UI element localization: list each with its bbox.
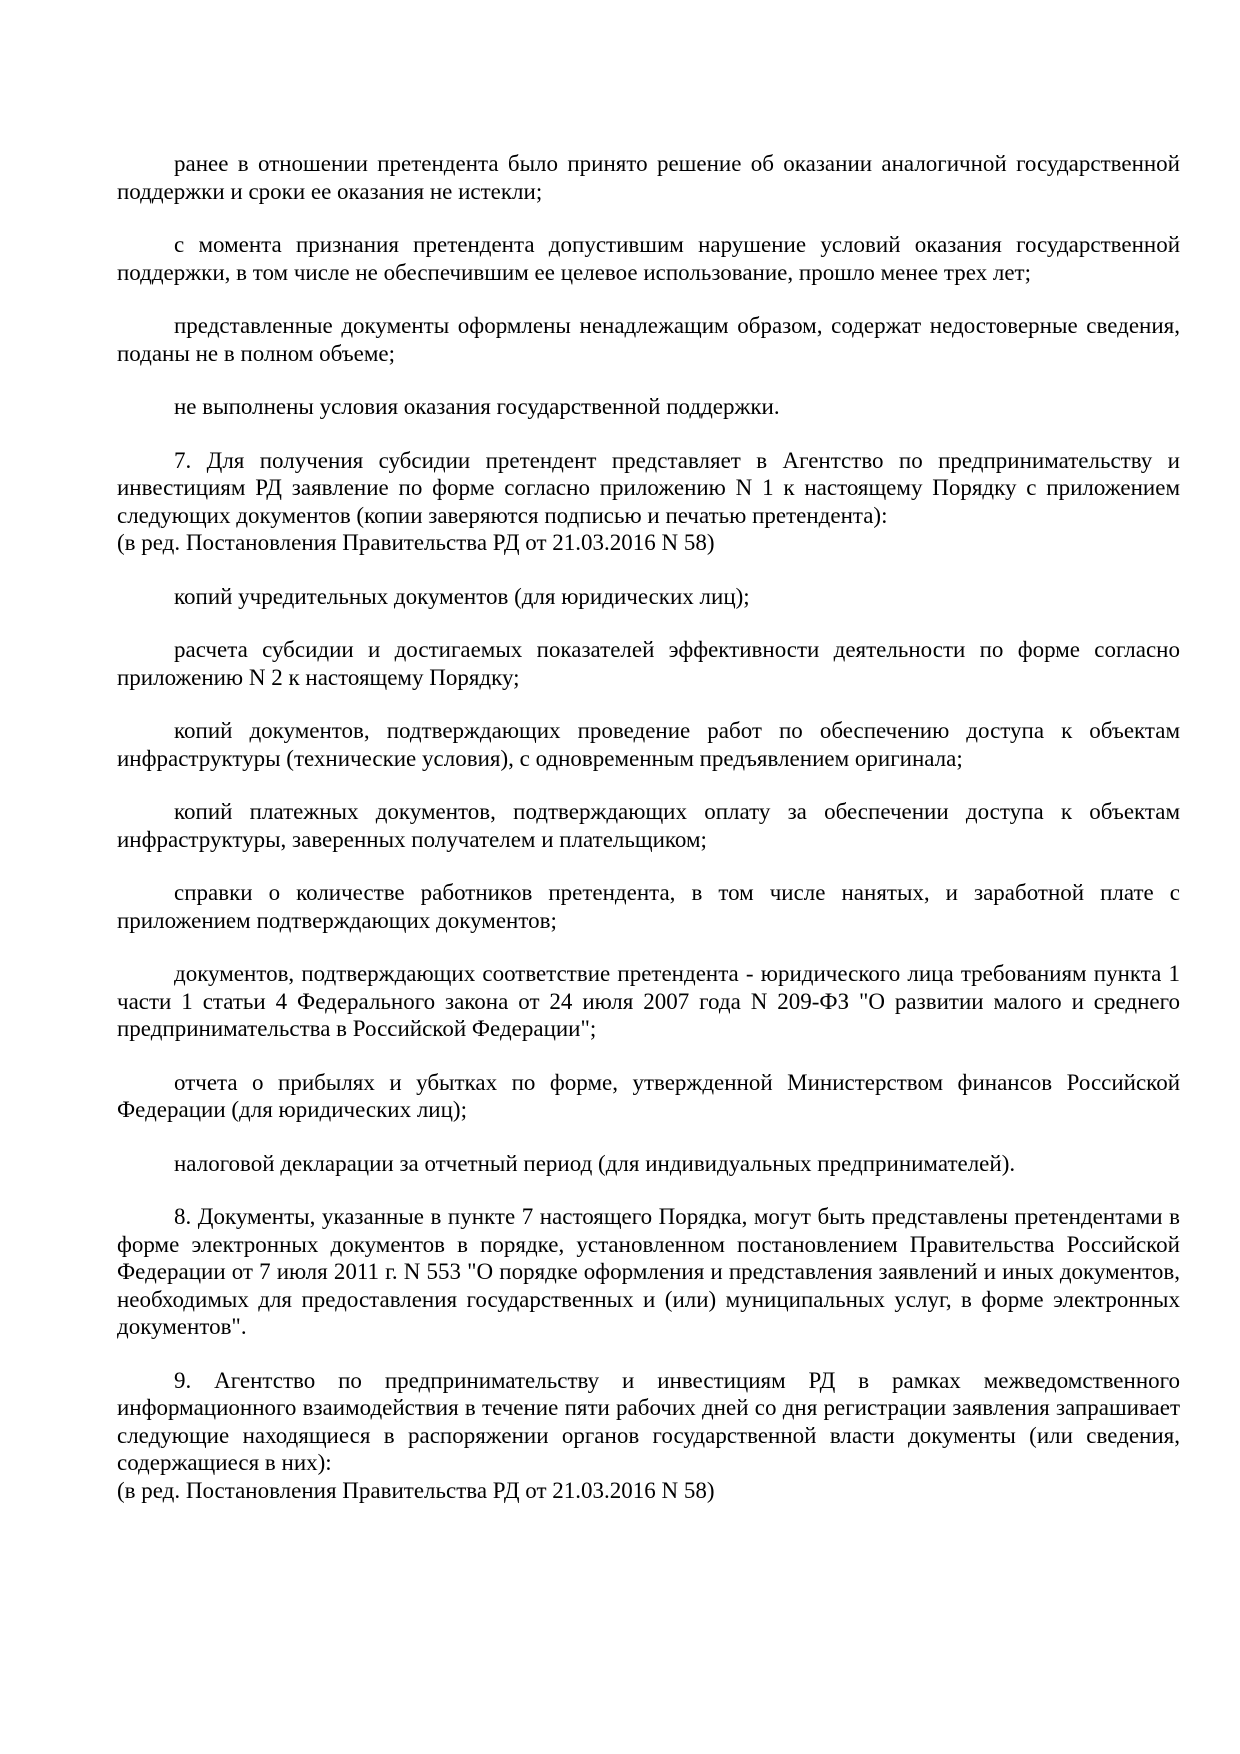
document-page <box>117 150 1180 1530</box>
paragraph-violation-period: с момента признания претендента допустившим нарушение условий оказания государственной поддержки, в том числе не обеспечившим ее целевое использование, прошло менее трех лет; <box>117 232 1180 285</box>
paragraph-founding-documents: копий учредительных документов (для юридических лиц); <box>174 583 750 609</box>
clause-7-amendment-note: (в ред. Постановления Правительства РД от 21.03.2016 N 58) <box>117 530 715 555</box>
clause-9-amendment-note: (в ред. Постановления Правительства РД от 21.03.2016 N 58) <box>117 1477 715 1503</box>
clause-9 <box>117 1367 1180 1505</box>
paragraph-compliance-documents: документов, подтверждающих соответствие претендента - юридического лица требованиям пункта 1 части 1 статьи 4 Федерального закона от 24 июля 2007 года N 209-ФЗ "О развитии малого и среднего предпринимательства в Российской Федерации"; <box>117 961 1180 1041</box>
paragraph-profit-loss-report: отчета о прибылях и убытках по форме, утвержденной Министерством финансов Российской Федерации (для юридических лиц); <box>117 1069 1180 1122</box>
paragraph-improper-documents: представленные документы оформлены ненадлежащим образом, содержат недостоверные сведения, поданы не в полном объеме; <box>117 313 1180 366</box>
paragraph-payment-documents: копий платежных документов, подтверждающих оплату за обеспечении доступа к объектам инфраструктуры, заверенных получателем и плательщиком; <box>117 799 1180 852</box>
paragraph-subsidy-calculation: расчета субсидии и достигаемых показателей эффективности деятельности по форме согласно приложению N 2 к настоящему Порядку; <box>117 637 1180 690</box>
paragraph-tax-declaration: налоговой декларации за отчетный период (для индивидуальных предпринимателей). <box>174 1150 1016 1176</box>
paragraph-prior-support: ранее в отношении претендента было принято решение об оказании аналогичной государственной поддержки и сроки ее оказания не истекли; <box>117 151 1180 204</box>
paragraph-infrastructure-documents: копий документов, подтверждающих проведение работ по обеспечению доступа к объектам инфраструктуры (технические условия), с одновременным предъявлением оригинала; <box>117 718 1180 771</box>
paragraph-employee-certificate: справки о количестве работников претендента, в том числе нанятых, и заработной плате с приложением подтверждающих документов; <box>117 880 1180 933</box>
clause-9-text: 9. Агентство по предпринимательству и инвестициям РД в рамках межведомственного информационного взаимодействия в течение пяти рабочих дней со дня регистрации заявления запрашивает следующие находящиеся в распоряжении органов государственной власти документы (или сведения, содержащиеся в них): <box>117 1367 1180 1475</box>
paragraph-conditions-not-met: не выполнены условия оказания государственной поддержки. <box>174 394 780 419</box>
clause-8: 8. Документы, указанные в пункте 7 настоящего Порядка, могут быть представлены претендентами в форме электронных документов в порядке, установленном постановлением Правительства Российской Федерации от 7 июля 2011 г. N 553 "О порядке оформления и представления заявлений и иных документов, необходимых для предоставления государственных и (или) муниципальных услуг, в форме электронных документов". <box>117 1204 1180 1339</box>
clause-7 <box>117 447 1180 557</box>
clause-7-text: 7. Для получения субсидии претендент представляет в Агентство по предпринимательству и инвестициям РД заявление по форме согласно приложению N 1 к настоящему Порядку с приложением следующих документов (копии заверяются подписью и печатью претендента): <box>117 447 1180 528</box>
